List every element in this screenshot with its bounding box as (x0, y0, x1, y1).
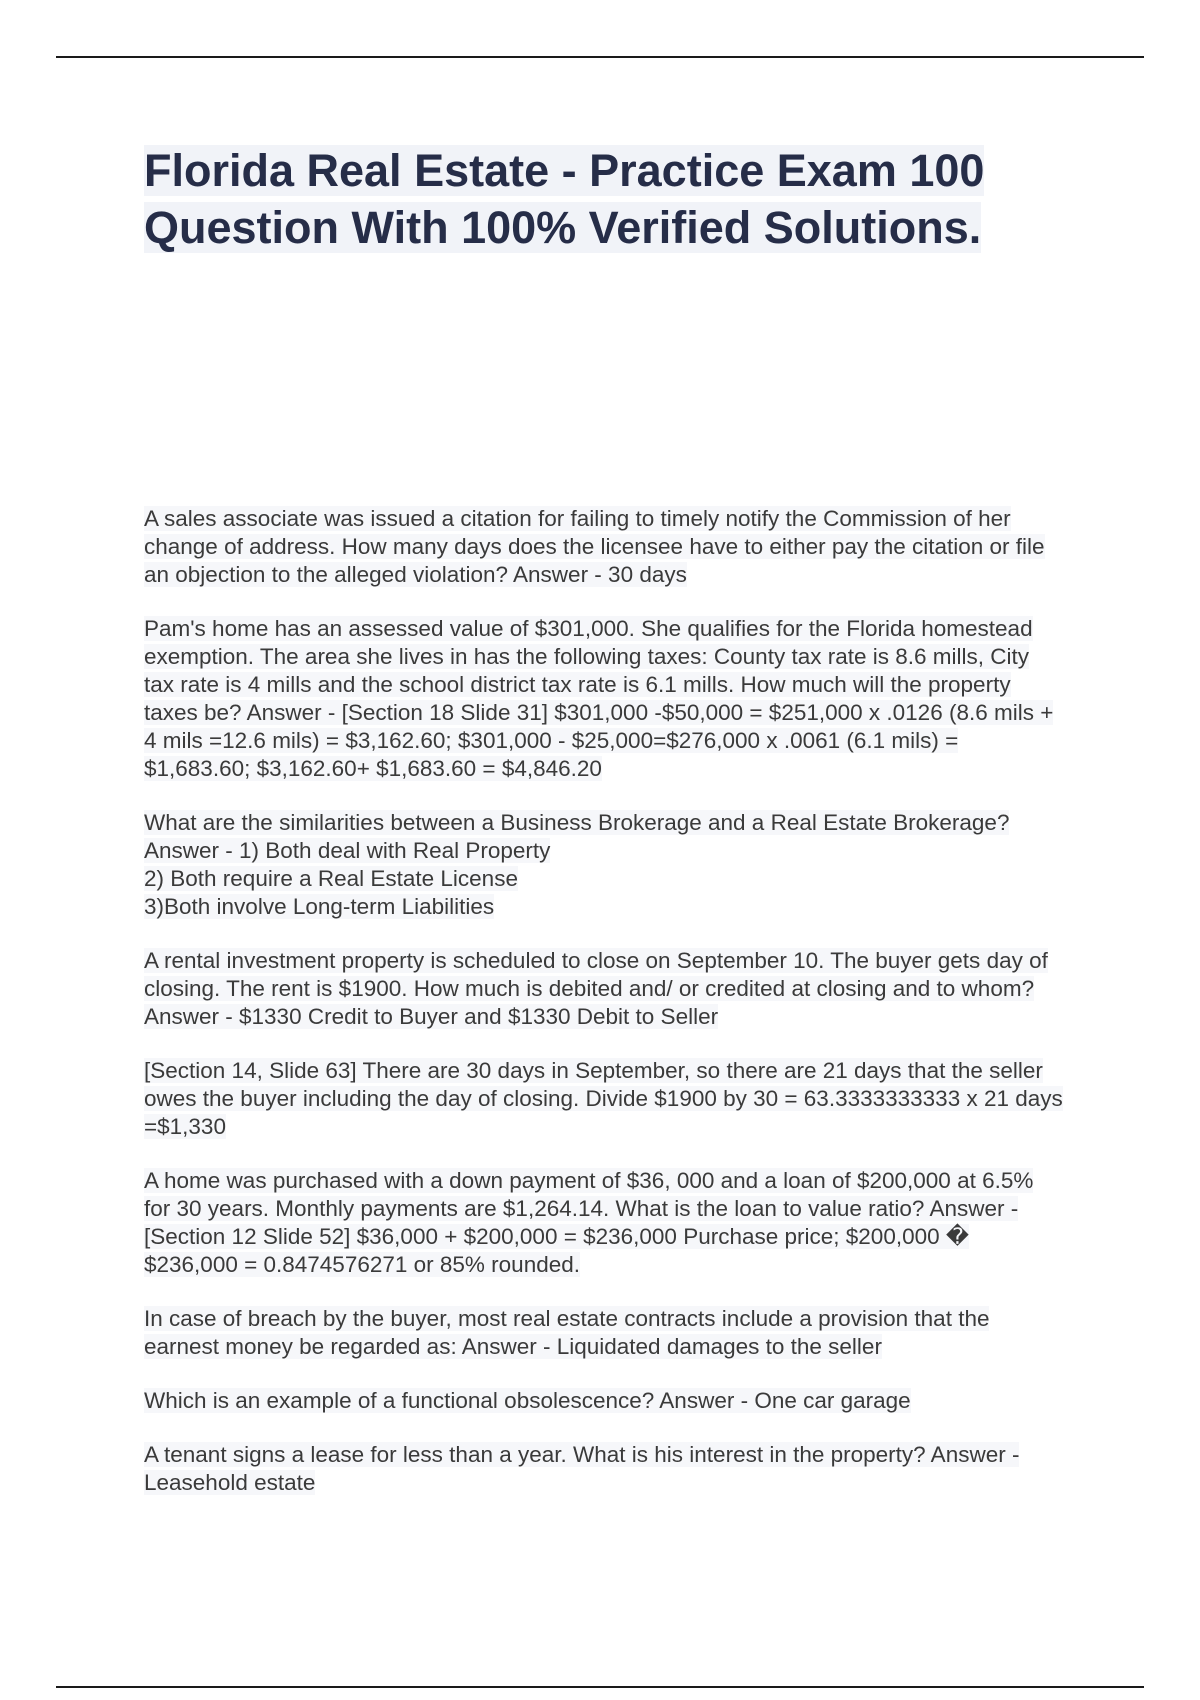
qa-entry-6: A home was purchased with a down payment of $36, 000 and a loan of $200,000 at 6.5% for 30 years. Monthly payments are $1,264.14. What is the loan to value ratio? Answer - [Section 12 Slide 52] $36,000 + $200,000 = $236,000 Purchase price; $200,000 � $236,000 = 0.8474576271 or 85% rounded. (144, 1168, 1034, 1277)
document-title: Florida Real Estate - Practice Exam 100 Question With 100% Verified Solutions. (144, 145, 985, 253)
qa-entry-3: What are the similarities between a Business Brokerage and a Real Estate Brokerage? Answer - 1) Both deal with Real Property 2) Both require a Real Estate License 3)Both involve Long-term Liabilities (144, 810, 1010, 919)
qa-entry-8: Which is an example of a functional obsolescence? Answer - One car garage (144, 1388, 911, 1413)
qa-entry-1: A sales associate was issued a citation for failing to timely notify the Commission of her change of address. How many days does the licensee have to either pay the citation or file an objection to the alleged violation? Answer - 30 days (144, 506, 1045, 587)
bottom-divider (56, 1686, 1144, 1688)
qa-entry-5: [Section 14, Slide 63] There are 30 days in September, so there are 21 days that the seller owes the buyer including the day of closing. Divide $1900 by 30 = 63.3333333333 x 21 days =$1,330 (144, 1058, 1063, 1139)
qa-entry-9: A tenant signs a lease for less than a year. What is his interest in the property? Answer - Leasehold estate (144, 1442, 1020, 1495)
qa-list (144, 505, 1064, 1523)
title-block (144, 142, 1064, 256)
qa-entry-7: In case of breach by the buyer, most real estate contracts include a provision that the earnest money be regarded as: Answer - Liquidated damages to the seller (144, 1306, 990, 1359)
qa-entry-4: A rental investment property is scheduled to close on September 10. The buyer gets day of closing. The rent is $1900. How much is debited and/ or credited at closing and to whom? Answer - $1330 Credit to Buyer and $1330 Debit to Seller (144, 948, 1048, 1029)
top-divider (56, 56, 1144, 58)
qa-entry-2: Pam's home has an assessed value of $301,000. She qualifies for the Florida homestead exemption. The area she lives in has the following taxes: County tax rate is 8.6 mills, City tax rate is 4 mills and the school district tax rate is 6.1 mills. How much will the property taxes be? Answer - [Section 18 Slide 31] $301,000 -$50,000 = $251,000 x .0126 (8.6 mils + 4 mils =12.6 mils) = $3,162.60; $301,000 - $25,000=$276,000 x .0061 (6.1 mils) = $1,683.60; $3,162.60+ $1,683.60 = $4,846.20 (144, 616, 1054, 781)
